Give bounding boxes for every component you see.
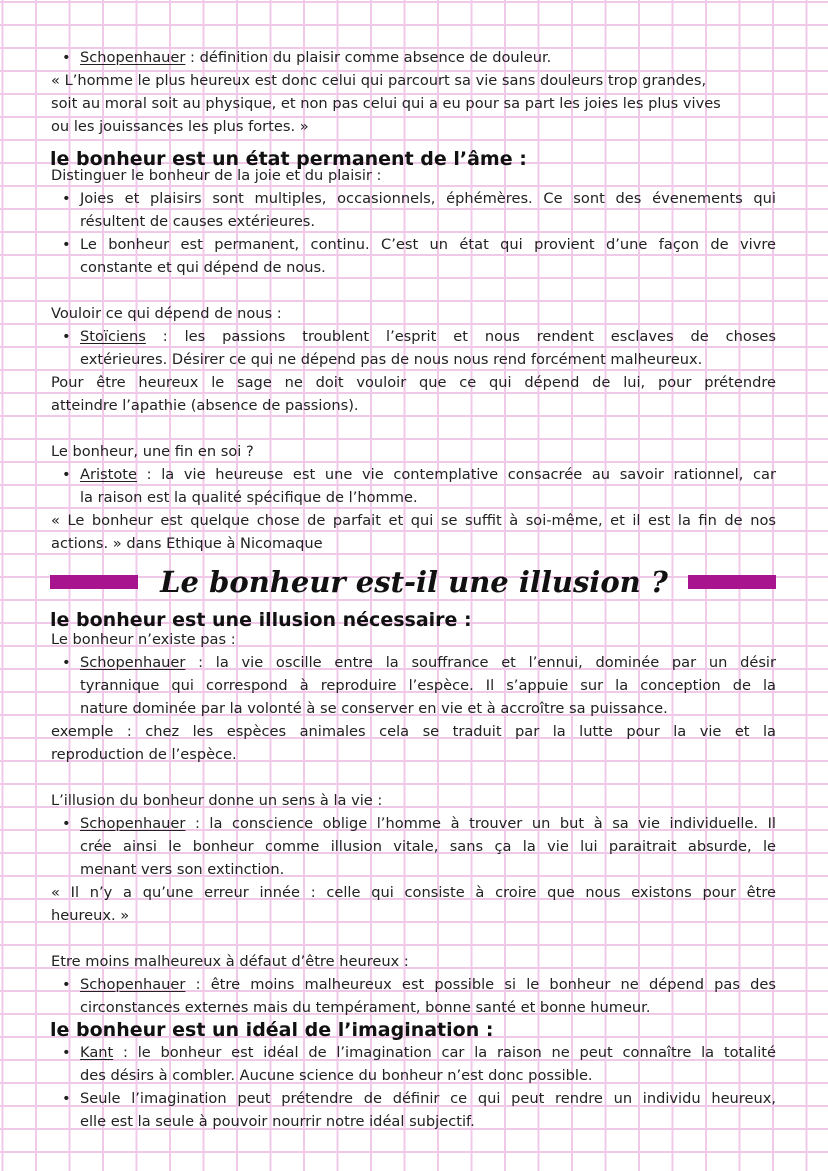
section-heading: le bonheur est une illusion nécessaire : (50, 609, 472, 631)
bullet-line: extérieures. Désirer ce qui ne dépend pas de nous nous rend forcément malheureux. (80, 351, 703, 368)
section-heading: le bonheur est un idéal de l’imagination : (50, 1019, 494, 1041)
intro-line: Distinguer le bonheur de la joie et du plaisir : (51, 167, 382, 184)
bullet-line: crée ainsi le bonheur comme illusion vitale, sans ça la vie lui paraitrait absurde, le (80, 838, 776, 855)
quote-line: « Il n’y a qu’une erreur innée : celle qui consiste à croire que nous existons pour être (51, 884, 776, 901)
subheading-line: Le bonheur, une fin en soi ? (51, 443, 254, 460)
bullet-dot: • (62, 236, 71, 253)
bullet-line: nature dominée par la volonté à se conserver en vie et à accroître sa puissance. (80, 700, 668, 717)
quote-line: « L’homme le plus heureux est donc celui qui parcourt sa vie sans douleurs trop grandes, (51, 72, 707, 89)
schopenhauer-pleasure-bullet: Schopenhauer : définition du plaisir comme absence de douleur. (80, 49, 552, 66)
schopenhauer-illusion-bullet: Schopenhauer : la conscience oblige l’homme à trouver un but à sa vie individuelle. Il (80, 815, 776, 832)
bullet-line: menant vers son extinction. (80, 861, 285, 878)
section-heading: le bonheur est un état permanent de l’âme : (50, 148, 527, 170)
bullet-dot: • (62, 466, 71, 483)
bullet-dot: • (62, 49, 71, 66)
subheading-line: Vouloir ce qui dépend de nous : (51, 305, 282, 322)
quote-line: « Le bonheur est quelque chose de parfait et qui se suffit à soi-même, et il est la fin de nos (51, 512, 776, 529)
example-line: reproduction de l’espèce. (51, 746, 237, 763)
bullet-dot: • (62, 328, 71, 345)
schopenhauer-life-bullet: Schopenhauer : la vie oscille entre la souffrance et l’ennui, dominée par un désir (80, 654, 776, 671)
body-line: Pour être heureux le sage ne doit vouloir que ce qui dépend de lui, pour prétendre (51, 374, 776, 391)
bullet-line: constante et qui dépend de nous. (80, 259, 326, 276)
bullet-dot: • (62, 815, 71, 832)
author-name: Schopenhauer (80, 976, 186, 993)
subheading-line: Etre moins malheureux à défaut d’être heureux : (51, 953, 409, 970)
subheading-line: L’illusion du bonheur donne un sens à la vie : (51, 792, 383, 809)
bullet-dot: • (62, 1090, 71, 1107)
quote-line: soit au moral soit au physique, et non pas celui qui a eu pour sa part les joies les plus vives (51, 95, 721, 112)
example-line: exemple : chez les espèces animales cela se traduit par la lutte pour la vie et la (51, 723, 776, 740)
bullet-line: circonstances externes mais du tempérament, bonne santé et bonne humeur. (80, 999, 651, 1016)
quote-line: actions. » dans Ethique à Nicomaque (51, 535, 323, 552)
bullet-dot: • (62, 976, 71, 993)
bullet-line: la raison est la qualité spécifique de l’homme. (80, 489, 418, 506)
kant-bullet: Kant : le bonheur est idéal de l’imagination car la raison ne peut connaître la totalité (80, 1044, 776, 1061)
author-name: Aristote (80, 466, 137, 483)
author-name: Stoïciens (80, 328, 146, 345)
aristote-bullet: Aristote : la vie heureuse est une vie contemplative consacrée au savoir rationnel, car (80, 466, 776, 483)
page-title: Le bonheur est-il une illusion ? (160, 565, 668, 599)
intro-line: Le bonheur n’existe pas : (51, 631, 236, 648)
stoiciens-bullet: Stoïciens : les passions troublent l’esprit et nous rendent esclaves de choses (80, 328, 776, 345)
bullet-line: Joies et plaisirs sont multiples, occasionnels, éphémères. Ce sont des évenements qui (80, 190, 776, 207)
author-name: Schopenhauer (80, 815, 186, 832)
author-name: Kant (80, 1044, 114, 1061)
bullet-dot: • (62, 654, 71, 671)
bullet-line: elle est la seule à pouvoir nourrir notre idéal subjectif. (80, 1113, 475, 1130)
author-name: Schopenhauer (80, 654, 186, 671)
bullet-dot: • (62, 1044, 71, 1061)
bullet-line: Le bonheur est permanent, continu. C’est un état qui provient d’une façon de vivre (80, 236, 776, 253)
title-bar-right (688, 575, 776, 589)
bullet-line: Seule l’imagination peut prétendre de définir ce qui peut rendre un individu heureux, (80, 1090, 776, 1107)
bullet-line: des désirs à combler. Aucune science du bonheur n’est donc possible. (80, 1067, 593, 1084)
bullet-line: tyrannique qui correspond à reproduire l’espèce. Il s’appuie sur la conception de la (80, 677, 776, 694)
quote-line: heureux. » (51, 907, 130, 924)
bullet-line: résultent de causes extérieures. (80, 213, 316, 230)
quote-line: ou les jouissances les plus fortes. » (51, 118, 309, 135)
bullet-dot: • (62, 190, 71, 207)
body-line: atteindre l’apathie (absence de passions). (51, 397, 359, 414)
schopenhauer-less-unhappy-bullet: Schopenhauer : être moins malheureux est possible si le bonheur ne dépend pas des (80, 976, 776, 993)
author-name: Schopenhauer (80, 49, 186, 66)
